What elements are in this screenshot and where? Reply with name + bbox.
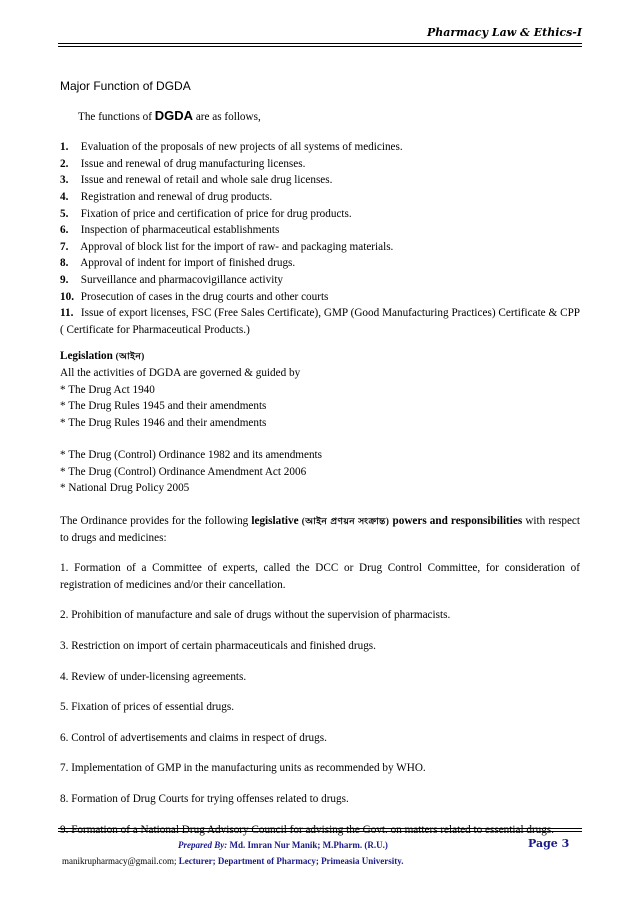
main-content <box>60 78 580 838</box>
list-item <box>60 206 580 223</box>
item-number: 5. <box>60 207 69 220</box>
legislation-item: * The Drug (Control) Ordinance 1982 and its amendments <box>60 449 323 462</box>
legislation-item: * The Drug Act 1940 <box>60 383 155 396</box>
power-item: 7. Implementation of GMP in the manufacturing units as recommended by WHO. <box>60 762 426 775</box>
item-text: Inspection of pharmaceutical establishments <box>80 224 280 237</box>
ordinance-bold-legislative: legislative <box>251 515 299 528</box>
item-text: Evaluation of the proposals of new projects of all systems of medicines. <box>80 141 403 154</box>
list-item <box>60 255 580 272</box>
ordinance-bold-powers: powers and responsibilities <box>392 515 523 528</box>
legislation-heading <box>60 348 580 365</box>
list-item <box>60 305 580 338</box>
power-item: 6. Control of advertisements and claims in respect of drugs. <box>60 731 327 744</box>
item-number: 9. <box>60 273 69 286</box>
spacer <box>60 546 580 560</box>
legislation-bangla: (আইন) <box>115 351 145 362</box>
legislation-title: Legislation <box>60 350 113 363</box>
legislation-item: * The Drug Rules 1945 and their amendments <box>60 400 267 413</box>
item-text: Surveillance and pharmacovigillance activity <box>80 273 284 286</box>
item-number: 11. <box>60 307 74 320</box>
item-number: 4. <box>60 190 69 203</box>
intro-dgda: DGDA <box>154 107 194 123</box>
power-item: 3. Restriction on import of certain pharmaceuticals and finished drugs. <box>60 640 376 653</box>
list-item <box>60 289 580 306</box>
intro-before: The functions of <box>78 110 155 123</box>
header-title: Pharmacy Law & Ethics-I <box>426 26 582 39</box>
ordinance-bangla: (আইন প্রণয়ন সংক্রান্ত) <box>301 516 390 527</box>
power-item: 8. Formation of Drug Courts for trying offenses related to drugs. <box>60 793 349 805</box>
item-number: 7. <box>60 240 69 253</box>
intro-after: are as follows, <box>193 110 261 123</box>
item-number: 1. <box>60 141 69 154</box>
legislation-item: * The Drug (Control) Ordinance Amendment Act 2006 <box>60 465 307 478</box>
author-email[interactable]: manikrupharmacy@gmail.com <box>62 856 175 866</box>
legislation-intro: All the activities of DGDA are governed & guided by <box>60 366 301 379</box>
item-text: Issue and renewal of retail and whole sale drug licenses. <box>80 174 333 187</box>
spacer <box>60 624 580 638</box>
item-number: 8. <box>60 257 69 270</box>
ordinance-paragraph <box>60 513 580 546</box>
functions-list <box>60 139 580 338</box>
power-item: 9. Formation of a National Drug Advisory Council for advising the Govt. on matters related to essential drugs. <box>60 823 555 836</box>
power-item: 2. Prohibition of manufacture and sale of drugs without the supervision of pharmacists. <box>60 609 451 622</box>
list-item <box>60 156 580 173</box>
legislation-item: * National Drug Policy 2005 <box>60 482 190 495</box>
list-item <box>60 272 580 289</box>
footer-contact <box>62 856 404 866</box>
list-item <box>60 239 580 256</box>
ordinance-after: with respect to drugs and medicines: <box>60 515 581 544</box>
list-item <box>60 139 580 156</box>
power-item: 4. Review of under-licensing agreements. <box>60 670 247 683</box>
spacer <box>60 777 580 791</box>
spacer <box>60 716 580 730</box>
item-text: Issue and renewal of drug manufacturing licenses. <box>80 157 306 170</box>
item-text: Approval of indent for import of finished drugs. <box>80 257 296 270</box>
page-number: Page 3 <box>528 837 570 850</box>
header-rule <box>58 43 582 47</box>
spacer <box>60 497 580 513</box>
item-number: 2. <box>60 157 69 170</box>
item-text: Registration and renewal of drug products. <box>80 190 273 203</box>
footer-prepared-by <box>178 840 388 850</box>
item-number: 6. <box>60 224 69 237</box>
ordinance-before: The Ordinance provides for the following <box>60 515 252 528</box>
spacer <box>60 431 580 447</box>
item-text: Fixation of price and certification of price for drug products. <box>80 207 352 220</box>
legislation-item: * The Drug Rules 1946 and their amendments <box>60 416 267 429</box>
item-text: Approval of block list for the import of raw- and packaging materials. <box>80 240 394 253</box>
prepared-by-label: Prepared By: <box>178 840 228 850</box>
item-text: Issue of export licenses, FSC (Free Sales Certificate), GMP (Good Manufacturing Practices) Certificate & CPP ( Certificate for Pharmaceutical Products.) <box>60 307 581 336</box>
power-item: 5. Fixation of prices of essential drugs. <box>60 701 234 714</box>
footer-rule <box>58 828 582 832</box>
spacer <box>60 593 580 607</box>
list-item <box>60 189 580 206</box>
spacer <box>60 685 580 699</box>
spacer <box>60 808 580 822</box>
item-number: 3. <box>60 174 69 187</box>
spacer <box>60 655 580 669</box>
list-item <box>60 172 580 189</box>
section-title: Major Function of DGDA <box>60 79 191 93</box>
item-number: 10. <box>60 290 74 303</box>
list-item <box>60 222 580 239</box>
footer-separator: ; <box>174 856 179 866</box>
item-text: Prosecution of cases in the drug courts and other courts <box>80 290 329 303</box>
spacer <box>60 746 580 760</box>
intro-line <box>78 108 580 126</box>
power-item: 1. Formation of a Committee of experts, called the DCC or Drug Control Committee, for consideration of registration of medicines and/or their cancellation. <box>60 562 580 591</box>
author-name: Md. Imran Nur Manik; M.Pharm. (R.U.) <box>227 840 388 850</box>
author-position: Lecturer; Department of Pharmacy; Primeasia University. <box>178 856 404 866</box>
